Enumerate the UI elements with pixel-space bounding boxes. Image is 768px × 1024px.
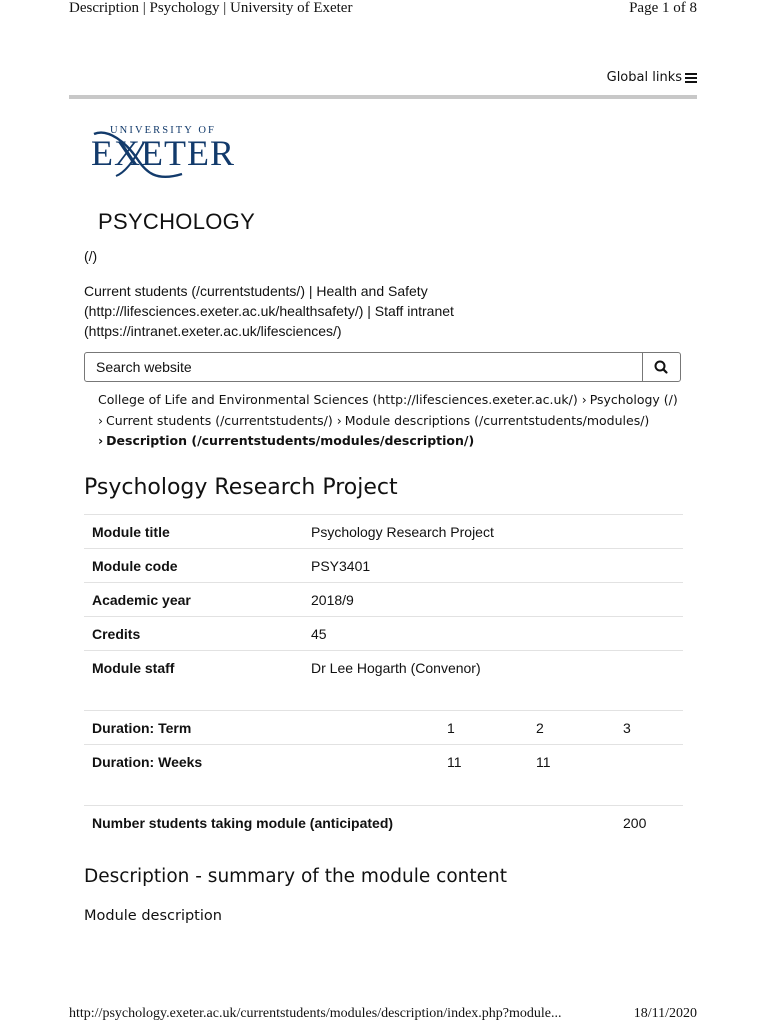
logo-university-of-text: UNIVERSITY OF (110, 125, 216, 136)
module-staff-value: Dr Lee Hogarth (Convenor) (303, 651, 683, 685)
students-table (84, 805, 683, 839)
duration-weeks-3 (615, 745, 683, 779)
module-staff-label: Module staff (84, 651, 303, 685)
module-code-value: PSY3401 (303, 549, 683, 583)
search-button[interactable] (642, 353, 680, 381)
chevron-right-icon: › (98, 433, 104, 448)
hamburger-menu-icon[interactable] (685, 73, 697, 83)
breadcrumb-item-description[interactable]: Description (/currentstudents/modules/description/) (106, 433, 475, 448)
credits-label: Credits (84, 617, 303, 651)
students-value: 200 (615, 806, 683, 840)
duration-term-1: 1 (439, 711, 528, 745)
description-subheading: Module description (84, 908, 222, 924)
module-code-label: Module code (84, 549, 303, 583)
page-title: Psychology Research Project (84, 475, 398, 500)
table-row (84, 806, 683, 840)
module-info-table (84, 514, 683, 684)
duration-term-label: Duration: Term (84, 711, 439, 745)
logo-exeter-text: EXETER (91, 133, 235, 173)
students-label: Number students taking module (anticipated) (84, 806, 615, 840)
description-heading: Description - summary of the module content (84, 866, 507, 887)
table-row (84, 711, 683, 745)
home-link[interactable]: (/) (84, 248, 98, 264)
table-row (84, 617, 683, 651)
utility-links[interactable]: Current students (/currentstudents/) | Health and Safety (http://lifesciences.exeter.ac.uk/healthsafety/) | Staff intranet (https://intranet.exeter.ac.uk/lifesciences/) (84, 283, 454, 339)
duration-table (84, 710, 683, 778)
breadcrumb-item-psychology[interactable]: Psychology (/) (589, 392, 678, 407)
print-footer-date: 18/11/2020 (633, 1006, 697, 1021)
university-logo[interactable] (86, 124, 248, 184)
academic-year-label: Academic year (84, 583, 303, 617)
print-header-page-number: Page 1 of 8 (629, 0, 697, 16)
search-bar (84, 352, 681, 382)
breadcrumb-item-module-descriptions[interactable]: Module descriptions (/currentstudents/modules/) (344, 412, 650, 428)
table-row (84, 651, 683, 685)
chevron-right-icon: › (336, 412, 342, 428)
duration-weeks-2: 11 (528, 745, 615, 779)
print-header (69, 0, 697, 20)
duration-term-3: 3 (615, 711, 683, 745)
search-input[interactable] (85, 353, 645, 381)
search-icon (643, 353, 680, 381)
duration-weeks-1: 11 (439, 745, 528, 779)
print-header-title: Description | Psychology | University of Exeter (69, 0, 353, 16)
academic-year-value: 2018/9 (303, 583, 683, 617)
header-divider (69, 95, 697, 99)
duration-term-2: 2 (528, 711, 615, 745)
chevron-right-icon: › (581, 392, 587, 407)
duration-weeks-label: Duration: Weeks (84, 745, 439, 779)
module-title-label: Module title (84, 515, 303, 549)
table-row (84, 515, 683, 549)
global-links-link[interactable]: Global links (606, 70, 682, 85)
breadcrumb-item-current-students[interactable]: Current students (/currentstudents/) (106, 412, 333, 428)
site-title: PSYCHOLOGY (98, 209, 256, 234)
breadcrumb (98, 390, 688, 452)
table-row (84, 549, 683, 583)
module-title-value: Psychology Research Project (303, 515, 683, 549)
print-footer-url: http://psychology.exeter.ac.uk/currentstudents/modules/description/index.php?module... (69, 1006, 562, 1021)
table-row (84, 745, 683, 779)
chevron-right-icon: › (98, 412, 103, 428)
table-row (84, 583, 683, 617)
breadcrumb-item-college[interactable]: College of Life and Environmental Sciences (http://lifesciences.exeter.ac.uk/) (98, 392, 578, 407)
credits-value: 45 (303, 617, 683, 651)
